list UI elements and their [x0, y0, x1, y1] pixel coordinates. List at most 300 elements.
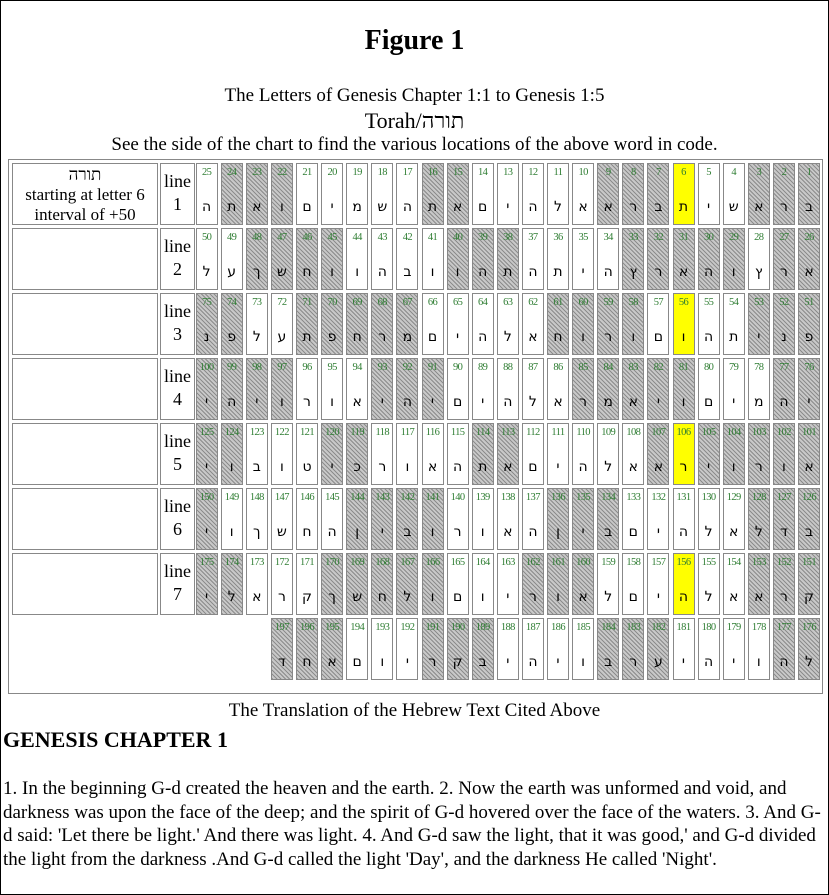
line-label-number: 7 — [173, 584, 182, 604]
hebrew-letter: י — [732, 654, 736, 670]
letter-cell — [673, 293, 695, 355]
hebrew-letter: ר — [679, 459, 688, 475]
letter-cell — [597, 228, 619, 290]
hebrew-letter: ו — [229, 459, 234, 475]
figure-title: Figure 1 — [364, 25, 465, 56]
letter-cell — [321, 293, 343, 355]
letter-number: 174 — [224, 557, 239, 568]
letter-number: 115 — [450, 427, 465, 438]
letter-number: 117 — [400, 427, 415, 438]
letter-number: 75 — [201, 297, 212, 308]
letter-cell — [647, 488, 669, 550]
info-box-empty — [12, 358, 158, 420]
letter-cell — [221, 423, 243, 485]
letter-cell — [271, 488, 293, 550]
letter-number: 49 — [227, 232, 237, 243]
letter-number: 149 — [224, 492, 239, 503]
letter-cell — [647, 293, 669, 355]
letter-number: 193 — [375, 622, 390, 633]
letter-number: 103 — [751, 427, 766, 438]
hebrew-letter: ו — [731, 264, 736, 280]
letter-cell — [371, 228, 393, 290]
hebrew-letter: י — [205, 459, 209, 475]
letter-number: 36 — [553, 232, 563, 243]
letter-number: 197 — [274, 622, 289, 633]
letter-number: 81 — [678, 362, 689, 373]
letter-cell — [673, 163, 695, 225]
letter-cell — [622, 293, 644, 355]
letter-number: 179 — [726, 622, 741, 633]
letter-number: 111 — [551, 427, 565, 438]
letter-cell — [497, 293, 519, 355]
hebrew-letter: א — [503, 524, 513, 540]
line-label — [160, 358, 195, 420]
letter-cell — [221, 358, 243, 420]
letter-cell — [321, 228, 343, 290]
hebrew-letter: ה — [402, 199, 412, 215]
letter-cell — [522, 488, 544, 550]
letter-number: 169 — [350, 557, 365, 568]
hebrew-letter: ה — [478, 264, 488, 280]
letter-cell — [396, 293, 418, 355]
letter-number: 60 — [578, 297, 588, 308]
letter-cell — [447, 293, 469, 355]
letter-cell — [723, 293, 745, 355]
hebrew-letter: ל — [202, 264, 211, 280]
letter-number: 127 — [776, 492, 791, 503]
hebrew-letter: י — [205, 394, 209, 410]
hebrew-letter: ם — [653, 329, 664, 345]
letter-cell — [572, 553, 594, 615]
hebrew-letter: ט — [302, 459, 312, 475]
hebrew-letter: ך — [253, 524, 261, 540]
hebrew-letter: י — [330, 459, 334, 475]
letter-number: 74 — [227, 297, 237, 308]
hebrew-letter: י — [255, 394, 259, 410]
letter-cell — [572, 358, 594, 420]
hebrew-letter: ר — [303, 394, 311, 410]
hebrew-letter: ר — [453, 524, 462, 540]
letter-number: 82 — [653, 362, 664, 373]
letter-cell — [271, 553, 293, 615]
hebrew-letter: י — [681, 654, 686, 670]
letter-cell — [773, 293, 795, 355]
letter-cell — [647, 553, 669, 615]
hebrew-letter: ו — [380, 654, 385, 670]
hebrew-letter: א — [729, 589, 739, 605]
letter-cell — [497, 163, 519, 225]
letter-number: 7 — [656, 167, 661, 178]
letter-cell — [447, 618, 469, 680]
hebrew-letter: ה — [402, 394, 412, 410]
letter-cell — [271, 163, 293, 225]
letter-number: 13 — [503, 167, 513, 178]
letter-number: 2 — [781, 167, 787, 178]
line-label — [160, 163, 195, 225]
letter-number: 10 — [578, 167, 588, 178]
hebrew-letter: א — [804, 459, 814, 475]
letter-cell — [622, 488, 644, 550]
hebrew-letter: ת — [427, 199, 438, 215]
hebrew-letter: ה — [704, 329, 714, 345]
hebrew-letter: ה — [227, 394, 237, 410]
letter-number: 133 — [626, 492, 641, 503]
letter-cell — [748, 488, 770, 550]
letter-number: 163 — [500, 557, 515, 568]
letter-cell — [422, 423, 444, 485]
hebrew-letter: א — [804, 264, 814, 280]
line-label-word: line — [164, 171, 191, 191]
letter-cell — [246, 423, 268, 485]
hebrew-letter: ם — [302, 199, 312, 215]
letter-number: 151 — [802, 557, 816, 568]
hebrew-letter: ח — [302, 524, 312, 540]
letter-cell — [622, 553, 644, 615]
letter-number: 141 — [425, 492, 440, 503]
letter-cell — [196, 163, 218, 225]
letter-number: 68 — [377, 297, 387, 308]
letter-number: 122 — [274, 427, 289, 438]
hebrew-letter: פ — [327, 329, 337, 345]
hebrew-letter: א — [252, 589, 262, 605]
line-label — [160, 488, 195, 550]
letter-number: 63 — [503, 297, 513, 308]
hebrew-letter: ה — [678, 524, 689, 540]
letter-number: 16 — [427, 167, 438, 178]
hebrew-letter: א — [327, 654, 337, 670]
letter-cell — [673, 553, 695, 615]
letter-number: 101 — [802, 427, 816, 438]
hebrew-letter: א — [452, 199, 463, 215]
hebrew-letter: ל — [403, 589, 412, 605]
letter-number: 113 — [501, 427, 515, 438]
hebrew-letter: ל — [604, 459, 613, 475]
letter-cell — [673, 488, 695, 550]
hebrew-letter: ו — [430, 589, 435, 605]
hebrew-letter: ה — [578, 459, 588, 475]
letter-cell — [447, 423, 469, 485]
letter-number: 166 — [425, 557, 440, 568]
letter-number: 184 — [601, 622, 616, 633]
letter-cell — [798, 163, 820, 225]
hebrew-letter: ם — [628, 589, 638, 605]
hebrew-letter: י — [380, 524, 384, 540]
hebrew-letter: י — [707, 199, 711, 215]
hebrew-letter: ם — [528, 459, 538, 475]
hebrew-letter: י — [456, 329, 460, 345]
letter-cell — [698, 553, 720, 615]
letter-number: 4 — [731, 167, 737, 178]
letter-cell — [547, 228, 569, 290]
hebrew-letter: ה — [528, 264, 538, 280]
letter-cell — [296, 163, 318, 225]
letter-cell — [321, 488, 343, 550]
letter-cell — [422, 553, 444, 615]
letter-number: 162 — [525, 557, 540, 568]
line-label-word: line — [164, 431, 191, 451]
letter-number: 24 — [227, 167, 237, 178]
letter-number: 67 — [402, 297, 413, 308]
letter-cell — [698, 163, 720, 225]
letter-number: 118 — [375, 427, 390, 438]
letter-number: 129 — [726, 492, 741, 503]
letter-number: 53 — [754, 297, 764, 308]
letter-cell — [547, 618, 569, 680]
hebrew-letter: י — [656, 394, 660, 410]
letter-cell — [748, 163, 770, 225]
letter-number: 37 — [528, 232, 538, 243]
letter-number: 94 — [352, 362, 362, 373]
letter-cell — [196, 488, 218, 550]
line-label-word: line — [164, 236, 191, 256]
line-label-word: line — [164, 301, 191, 321]
letter-number: 100 — [199, 362, 214, 373]
letter-cell — [346, 163, 368, 225]
hebrew-letter: ב — [478, 654, 487, 670]
hebrew-letter: ל — [704, 524, 713, 540]
hebrew-letter: ת — [553, 264, 563, 280]
letter-cell — [396, 423, 418, 485]
letter-cell — [522, 163, 544, 225]
letter-cell — [472, 163, 494, 225]
letter-cell — [497, 488, 519, 550]
letter-number: 90 — [452, 362, 463, 373]
line-label-number: 1 — [173, 194, 182, 214]
hebrew-letter: ב — [604, 654, 613, 670]
letter-cell — [773, 163, 795, 225]
hebrew-letter: ה — [202, 199, 212, 215]
hebrew-letter: ו — [480, 524, 485, 540]
hebrew-letter: א — [628, 459, 638, 475]
hebrew-letter: ב — [804, 199, 814, 215]
info-box-empty — [12, 553, 158, 615]
subtitle: The Letters of Genesis Chapter 1:1 to Genesis 1:5 — [224, 85, 605, 106]
letter-cell — [522, 618, 544, 680]
letter-cell — [572, 488, 594, 550]
letter-number: 183 — [626, 622, 641, 633]
hebrew-letter: ו — [556, 589, 560, 605]
line-label — [160, 553, 195, 615]
hebrew-letter: ו — [681, 394, 686, 410]
letter-number: 39 — [478, 232, 488, 243]
letter-cell — [698, 228, 720, 290]
letter-number: 72 — [277, 297, 287, 308]
letter-cell — [622, 423, 644, 485]
letter-number: 123 — [249, 427, 264, 438]
hebrew-letter: י — [656, 524, 660, 540]
hebrew-letter: ו — [631, 329, 636, 345]
letter-cell — [597, 618, 619, 680]
line-label — [160, 423, 195, 485]
hebrew-letter: ב — [403, 264, 412, 280]
letter-cell — [321, 553, 343, 615]
hebrew-letter: ה — [779, 654, 789, 670]
hebrew-letter: ק — [302, 589, 312, 605]
hebrew-letter: ם — [628, 524, 638, 540]
letter-cell — [196, 423, 218, 485]
letter-cell — [673, 618, 695, 680]
letter-cell — [396, 163, 418, 225]
letter-cell — [572, 423, 594, 485]
letter-cell — [472, 228, 494, 290]
hebrew-letter: ו — [430, 524, 435, 540]
letter-number: 167 — [400, 557, 415, 568]
letter-cell — [647, 163, 669, 225]
letter-number: 15 — [452, 167, 463, 178]
letter-number: 27 — [779, 232, 789, 243]
letter-number: 132 — [651, 492, 666, 503]
hebrew-letter: ק — [452, 654, 463, 670]
hebrew-letter: ל — [604, 589, 613, 605]
letter-number: 42 — [402, 232, 413, 243]
hebrew-letter: ם — [427, 329, 438, 345]
hebrew-letter: י — [506, 589, 510, 605]
hebrew-letter: ד — [780, 524, 788, 540]
letter-cell — [798, 488, 820, 550]
letter-number: 97 — [277, 362, 287, 373]
letter-number: 147 — [274, 492, 289, 503]
letter-number: 186 — [551, 622, 565, 633]
letter-cell — [346, 553, 368, 615]
hebrew-letter: ת — [729, 329, 739, 345]
letter-cell — [296, 423, 318, 485]
hebrew-letter: ל — [528, 394, 537, 410]
hebrew-letter: ל — [805, 654, 813, 670]
letter-number: 20 — [327, 167, 337, 178]
letter-cell — [497, 228, 519, 290]
letter-cell — [346, 423, 368, 485]
hebrew-letter: ר — [604, 329, 613, 345]
hebrew-letter: ו — [229, 524, 234, 540]
letter-number: 26 — [804, 232, 814, 243]
letter-cell — [748, 358, 770, 420]
letter-cell — [472, 293, 494, 355]
letter-cell — [723, 423, 745, 485]
letter-number: 124 — [224, 427, 239, 438]
letter-cell — [396, 358, 418, 420]
line-label-number: 2 — [173, 259, 182, 279]
letter-cell — [547, 488, 569, 550]
hebrew-letter: ו — [581, 654, 585, 670]
letter-cell — [647, 358, 669, 420]
hebrew-letter: ו — [279, 394, 284, 410]
letter-cell — [346, 293, 368, 355]
hebrew-letter: א — [352, 394, 362, 410]
letter-number: 165 — [450, 557, 465, 568]
letter-cell — [748, 553, 770, 615]
letter-cell — [396, 618, 418, 680]
chapter-heading: GENESIS CHAPTER 1 — [3, 727, 228, 752]
letter-number: 29 — [729, 232, 739, 243]
letter-cell — [321, 423, 343, 485]
hebrew-letter: י — [405, 654, 409, 670]
hebrew-letter: ל — [704, 589, 713, 605]
letter-cell — [447, 488, 469, 550]
letter-number: 93 — [377, 362, 387, 373]
letter-number: 139 — [475, 492, 490, 503]
letter-cell — [296, 358, 318, 420]
letter-number: 32 — [653, 232, 664, 243]
hebrew-letter: ת — [227, 199, 237, 215]
letter-number: 79 — [729, 362, 739, 373]
letter-number: 154 — [726, 557, 741, 568]
letter-number: 98 — [252, 362, 262, 373]
letter-number: 19 — [352, 167, 362, 178]
hebrew-letter: מ — [402, 329, 413, 345]
letter-number: 114 — [475, 427, 490, 438]
hebrew-letter: א — [603, 199, 613, 215]
hebrew-letter: ו — [756, 654, 761, 670]
letter-cell — [447, 553, 469, 615]
letter-cell — [798, 293, 820, 355]
hebrew-letter: ל — [503, 329, 512, 345]
letter-cell — [371, 488, 393, 550]
letter-cell — [798, 358, 820, 420]
hebrew-letter: ש — [276, 264, 287, 280]
letter-cell — [547, 423, 569, 485]
info-box — [12, 163, 158, 225]
search-word: Torah/תורה — [364, 108, 465, 133]
letter-number: 107 — [651, 427, 666, 438]
letter-number: 185 — [576, 622, 591, 633]
hebrew-letter: ה — [377, 264, 387, 280]
letter-cell — [522, 228, 544, 290]
hebrew-letter: א — [678, 264, 689, 280]
hebrew-letter: ם — [478, 199, 488, 215]
letter-number: 159 — [601, 557, 616, 568]
letter-number: 62 — [528, 297, 538, 308]
letter-cell — [472, 553, 494, 615]
letter-number: 194 — [350, 622, 365, 633]
hebrew-letter: ח — [302, 264, 312, 280]
hebrew-letter: י — [807, 394, 811, 410]
hebrew-letter: מ — [754, 394, 764, 410]
letter-cell — [196, 293, 218, 355]
hebrew-letter: א — [653, 459, 664, 475]
letter-number: 80 — [703, 362, 714, 373]
hebrew-letter: ר — [579, 394, 588, 410]
letter-cell — [296, 293, 318, 355]
line-label-number: 5 — [173, 454, 182, 474]
letter-number: 99 — [227, 362, 237, 373]
letter-cell — [597, 163, 619, 225]
letter-cell — [196, 553, 218, 615]
hebrew-letter: ה — [478, 329, 488, 345]
letter-cell — [723, 358, 745, 420]
letter-number: 46 — [302, 232, 312, 243]
letter-cell — [271, 618, 293, 680]
hebrew-letter: ץ — [755, 264, 763, 280]
letter-cell — [798, 228, 820, 290]
letter-number: 22 — [277, 167, 287, 178]
letter-cell — [371, 553, 393, 615]
letter-cell — [371, 358, 393, 420]
letter-number: 180 — [701, 622, 716, 633]
letter-number: 171 — [300, 557, 314, 568]
letter-cell — [371, 618, 393, 680]
letter-number: 48 — [252, 232, 262, 243]
letter-cell — [447, 228, 469, 290]
letter-cell — [597, 553, 619, 615]
letter-number: 47 — [277, 232, 287, 243]
letter-number: 9 — [605, 167, 611, 178]
letter-number: 96 — [302, 362, 312, 373]
hebrew-letter: א — [427, 459, 438, 475]
letter-cell — [597, 358, 619, 420]
letter-number: 173 — [249, 557, 264, 568]
hebrew-letter: ך — [253, 264, 261, 280]
letter-number: 161 — [551, 557, 565, 568]
